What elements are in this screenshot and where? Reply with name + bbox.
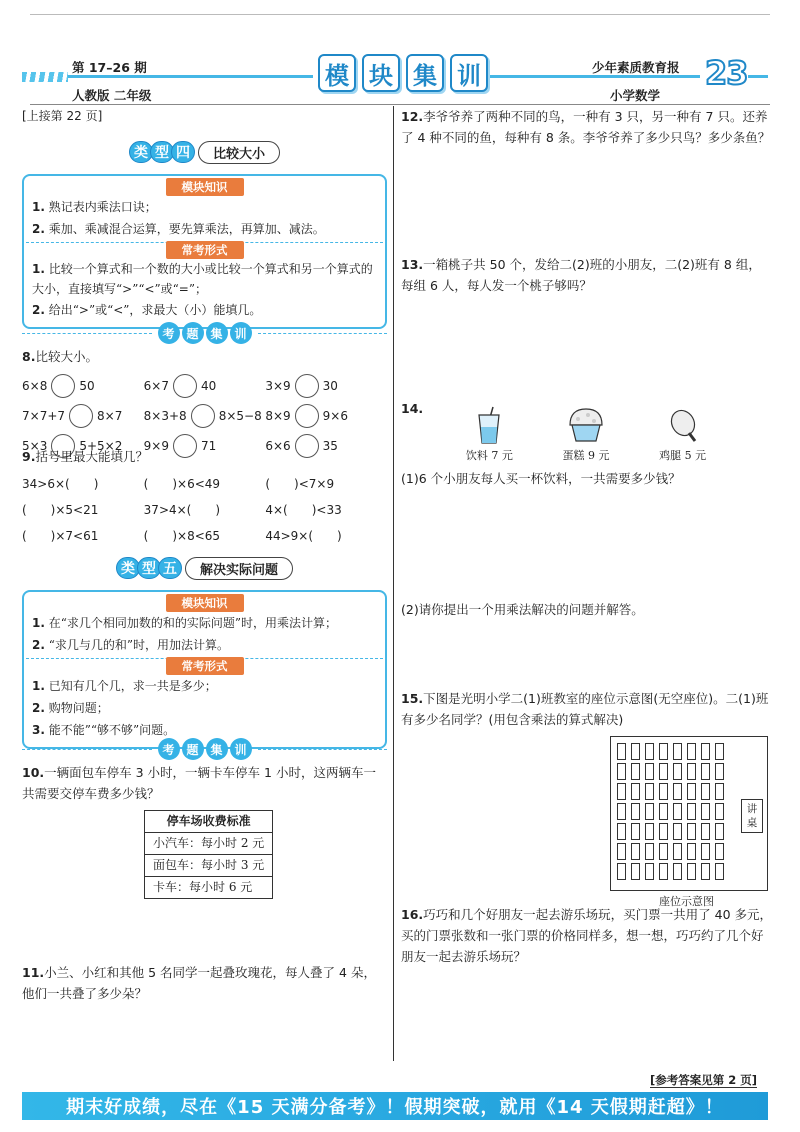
- knowledge-item: 2. 乘加、乘减混合运算，要先算乘法，再算加、减法。: [32, 222, 325, 236]
- compare-item: 6×7 40: [144, 374, 266, 398]
- seat: [715, 803, 724, 820]
- column-divider: [393, 106, 394, 1061]
- seat: [659, 823, 668, 840]
- seat: [617, 743, 626, 760]
- compare-item: 7×7+7 8×7: [22, 404, 144, 428]
- training-header: [22, 738, 387, 760]
- answer-circle[interactable]: [295, 404, 319, 428]
- compare-item: 6×6 35: [265, 434, 387, 458]
- shop-item: 蛋糕 9 元: [562, 405, 609, 466]
- compare-item: 3×9 30: [265, 374, 387, 398]
- seat: [701, 763, 710, 780]
- subject-label: 小学数学: [610, 88, 661, 103]
- drumstick-icon: [665, 405, 701, 445]
- seat: [645, 743, 654, 760]
- type-chip: 五: [158, 557, 182, 579]
- q14-sub2: (2)请你提出一个用乘法解决的问题并解答。: [401, 602, 644, 617]
- blank-item[interactable]: ( )<7×9: [265, 476, 335, 491]
- seat: [645, 783, 654, 800]
- answer-circle[interactable]: [295, 374, 319, 398]
- compare-item: 5×3 5+5×2: [22, 434, 144, 458]
- type4-title: 比较大小: [198, 141, 280, 164]
- form-item: 2. 购物问题；: [32, 701, 109, 715]
- seat: [645, 823, 654, 840]
- page-number: 23: [705, 54, 748, 92]
- seat: [701, 743, 710, 760]
- knowledge-item: 1. 在“求几个相同加数的和的实际问题”时，用乘法计算；: [32, 616, 338, 630]
- question-15: 15.下图是光明小学二(1)班教室的座位示意图(无空座位)。二(1)班有多少名同学？(用包含乘法的算式解决) 讲桌 座位示意图: [401, 688, 773, 912]
- answer-circle[interactable]: [51, 374, 75, 398]
- parking-fee-table: [144, 810, 273, 899]
- seat: [687, 783, 696, 800]
- form-item: 2. 给出“>”或“<”，求最大（小）能填几。: [32, 303, 262, 317]
- type5-title: 解决实际问题: [185, 557, 293, 580]
- form-item: 1. 已知有几个几，求一共是多少；: [32, 679, 217, 693]
- seat: [645, 803, 654, 820]
- knowledge-box: [22, 590, 387, 749]
- podium-label: 讲桌: [741, 799, 763, 833]
- seat: [673, 843, 682, 860]
- seat: [701, 823, 710, 840]
- forms-tag: 常考形式: [166, 241, 244, 259]
- seat: [645, 863, 654, 880]
- question-8: 8.比较大小。 6×8 50 6×7 40 3×9 30 7×7+7 8×7 8×3+8 8×5−8 8×9 9×6 5×3 5+5×2 9×9 71 6×6 35: [22, 346, 387, 461]
- seat: [687, 743, 696, 760]
- seat: [631, 823, 640, 840]
- banner-char: 训: [450, 54, 488, 92]
- seat: [673, 823, 682, 840]
- question-13: 13.一箱桃子共 50 个，发给二(2)班的小朋友，二(2)班有 8 组，每组 6 人，每人发一个桃子够吗？: [401, 257, 761, 293]
- seat: [701, 783, 710, 800]
- drink-icon: [473, 405, 505, 445]
- blank-item[interactable]: 34>6×( ): [22, 476, 99, 491]
- seat: [659, 763, 668, 780]
- seat: [701, 803, 710, 820]
- seat: [631, 743, 640, 760]
- seat: [673, 763, 682, 780]
- answer-reference: [参考答案见第 2 页]: [650, 1073, 758, 1087]
- seat: [659, 863, 668, 880]
- seat: [701, 863, 710, 880]
- top-rule: [30, 14, 770, 15]
- seat: [631, 763, 640, 780]
- seat: [715, 763, 724, 780]
- type-chip: 类: [129, 141, 153, 163]
- seat: [645, 763, 654, 780]
- knowledge-tag: 模块知识: [166, 178, 244, 196]
- seat: [687, 763, 696, 780]
- seat: [673, 863, 682, 880]
- header-divider: [30, 104, 770, 105]
- knowledge-item: 1. 熟记表内乘法口诀；: [32, 200, 157, 214]
- knowledge-tag: 模块知识: [166, 594, 244, 612]
- table-row: 卡车：每小时 6 元: [145, 877, 273, 899]
- training-chip: 考: [158, 738, 180, 760]
- training-header: [22, 322, 387, 344]
- knowledge-box: [22, 174, 387, 329]
- type-chip: 型: [137, 557, 161, 579]
- training-chip: 题: [182, 322, 204, 344]
- seat: [631, 803, 640, 820]
- footer-banner: 期末好成绩，尽在《15 天满分备考》！假期突破，就用《14 天假期赶超》！: [22, 1092, 768, 1120]
- seat: [659, 843, 668, 860]
- seat: [673, 743, 682, 760]
- seat: [715, 863, 724, 880]
- seat: [687, 823, 696, 840]
- q14-sub1: (1)6 个小朋友每人买一杯饮料，一共需要多少钱？: [401, 471, 681, 486]
- training-chip: 考: [158, 322, 180, 344]
- training-chip: 训: [230, 322, 252, 344]
- compare-item: 9×9 71: [144, 434, 266, 458]
- training-chip: 集: [206, 322, 228, 344]
- shop-item: 鸡腿 5 元: [659, 405, 706, 466]
- type5-section: [22, 556, 387, 749]
- question-12: 12.李爷爷养了两种不同的鸟，一种有 3 只，另一种有 7 只。还养了 4 种不同的鱼，每种有 8 条。李爷爷养了多少只鸟？多少条鱼？: [401, 109, 771, 145]
- question-14: 14. 饮料 7 元 蛋糕 9 元 鸡腿 5 元 (1)6 个小朋友每人买一杯饮料，一共需要多少钱？ (2)请你提出一个用乘法解决的问题并解答。: [401, 398, 773, 620]
- seat: [673, 783, 682, 800]
- header-bar-right-end: [748, 75, 768, 78]
- banner-char: 模: [318, 54, 356, 92]
- blank-item[interactable]: ( )×7<61: [22, 528, 99, 543]
- shop-item: 饮料 7 元: [466, 405, 513, 466]
- seat: [617, 863, 626, 880]
- edition-label: 人教版 二年级: [72, 88, 152, 103]
- seat: [701, 843, 710, 860]
- seat: [617, 783, 626, 800]
- training-chip: 训: [230, 738, 252, 760]
- answer-circle[interactable]: [191, 404, 215, 428]
- diagram-caption: 座位示意图: [659, 895, 714, 908]
- training-chip: 集: [206, 738, 228, 760]
- seat: [715, 823, 724, 840]
- banner-title: [318, 54, 488, 92]
- seat: [687, 843, 696, 860]
- seat: [687, 803, 696, 820]
- blank-item[interactable]: 37>4×( ): [143, 502, 221, 517]
- blank-item[interactable]: 44>9×( ): [265, 528, 342, 543]
- banner-char: 块: [362, 54, 400, 92]
- compare-item: 6×8 50: [22, 374, 144, 398]
- form-item: 3. 能不能”“够不够”问题。: [32, 723, 176, 737]
- blank-item[interactable]: ( )×5<21: [22, 502, 99, 517]
- training-chip: 题: [182, 738, 204, 760]
- seat: [617, 763, 626, 780]
- blank-item[interactable]: 4×( )<33: [265, 502, 342, 517]
- question-9: 9.括号里最大能填几？ 34>6×( ) ( )×6<49 ( )<7×9 ( )×5<21 37>4×( ) 4×( )<33 ( )×7<61 ( )×8<65 44>9×( ): [22, 446, 387, 549]
- form-item: 1. 比较一个算式和一个数的大小或比较一个算式和另一个算式的大小，直接填写“>”“<”或“=”；: [32, 262, 373, 296]
- compare-item: 8×9 9×6: [265, 404, 387, 428]
- banner-char: 集: [406, 54, 444, 92]
- type-chip: 型: [150, 141, 174, 163]
- question-11: 11.小兰、小红和其他 5 名同学一起叠玫瑰花，每人叠了 4 朵，他们一共叠了多少朵？: [22, 965, 376, 1001]
- seat: [617, 823, 626, 840]
- cake-icon: [566, 405, 606, 445]
- seat: [687, 863, 696, 880]
- seat: [645, 843, 654, 860]
- seat-diagram: [610, 736, 768, 891]
- header-stripe: [22, 72, 68, 82]
- forms-tag: 常考形式: [166, 657, 244, 675]
- answer-circle[interactable]: [173, 374, 197, 398]
- question-16: 16.巧巧和几个好朋友一起去游乐场玩，买门票一共用了 40 多元，买的门票张数和一张门票的价格同样多，想一想，巧巧约了几个好朋友一起去游乐场玩？: [401, 907, 773, 964]
- knowledge-item: 2. “求几与几的和”时，用加法计算。: [32, 638, 230, 652]
- seat: [617, 843, 626, 860]
- seat: [673, 803, 682, 820]
- table-title: 停车场收费标准: [145, 811, 273, 833]
- answer-circle[interactable]: [69, 404, 93, 428]
- table-row: 小汽车：每小时 2 元: [145, 833, 273, 855]
- seat: [659, 743, 668, 760]
- type-chip: 类: [116, 557, 140, 579]
- seat: [617, 803, 626, 820]
- seat: [631, 863, 640, 880]
- seat: [631, 843, 640, 860]
- paper-name: 少年素质教育报: [592, 60, 680, 75]
- seat: [631, 783, 640, 800]
- type4-section: [22, 140, 387, 329]
- issue-label: 第 17–26 期: [72, 60, 147, 75]
- compare-item: 8×3+8 8×5−8: [144, 404, 266, 428]
- seat: [715, 843, 724, 860]
- blank-item[interactable]: ( )×8<65: [143, 528, 221, 543]
- seat: [715, 783, 724, 800]
- question-10: 10.一辆面包车停车 3 小时，一辆卡车停车 1 小时，这两辆车一共需要交停车费多少钱？ 停车场收费标准 小汽车：每小时 2 元 面包车：每小时 3 元 卡车：每小时 6 元: [22, 762, 387, 899]
- continued-note: [上接第 22 页]: [22, 109, 103, 123]
- type-chip: 四: [171, 141, 195, 163]
- seat: [715, 743, 724, 760]
- table-row: 面包车：每小时 3 元: [145, 855, 273, 877]
- blank-item[interactable]: ( )×6<49: [143, 476, 221, 491]
- seat: [659, 783, 668, 800]
- seat: [659, 803, 668, 820]
